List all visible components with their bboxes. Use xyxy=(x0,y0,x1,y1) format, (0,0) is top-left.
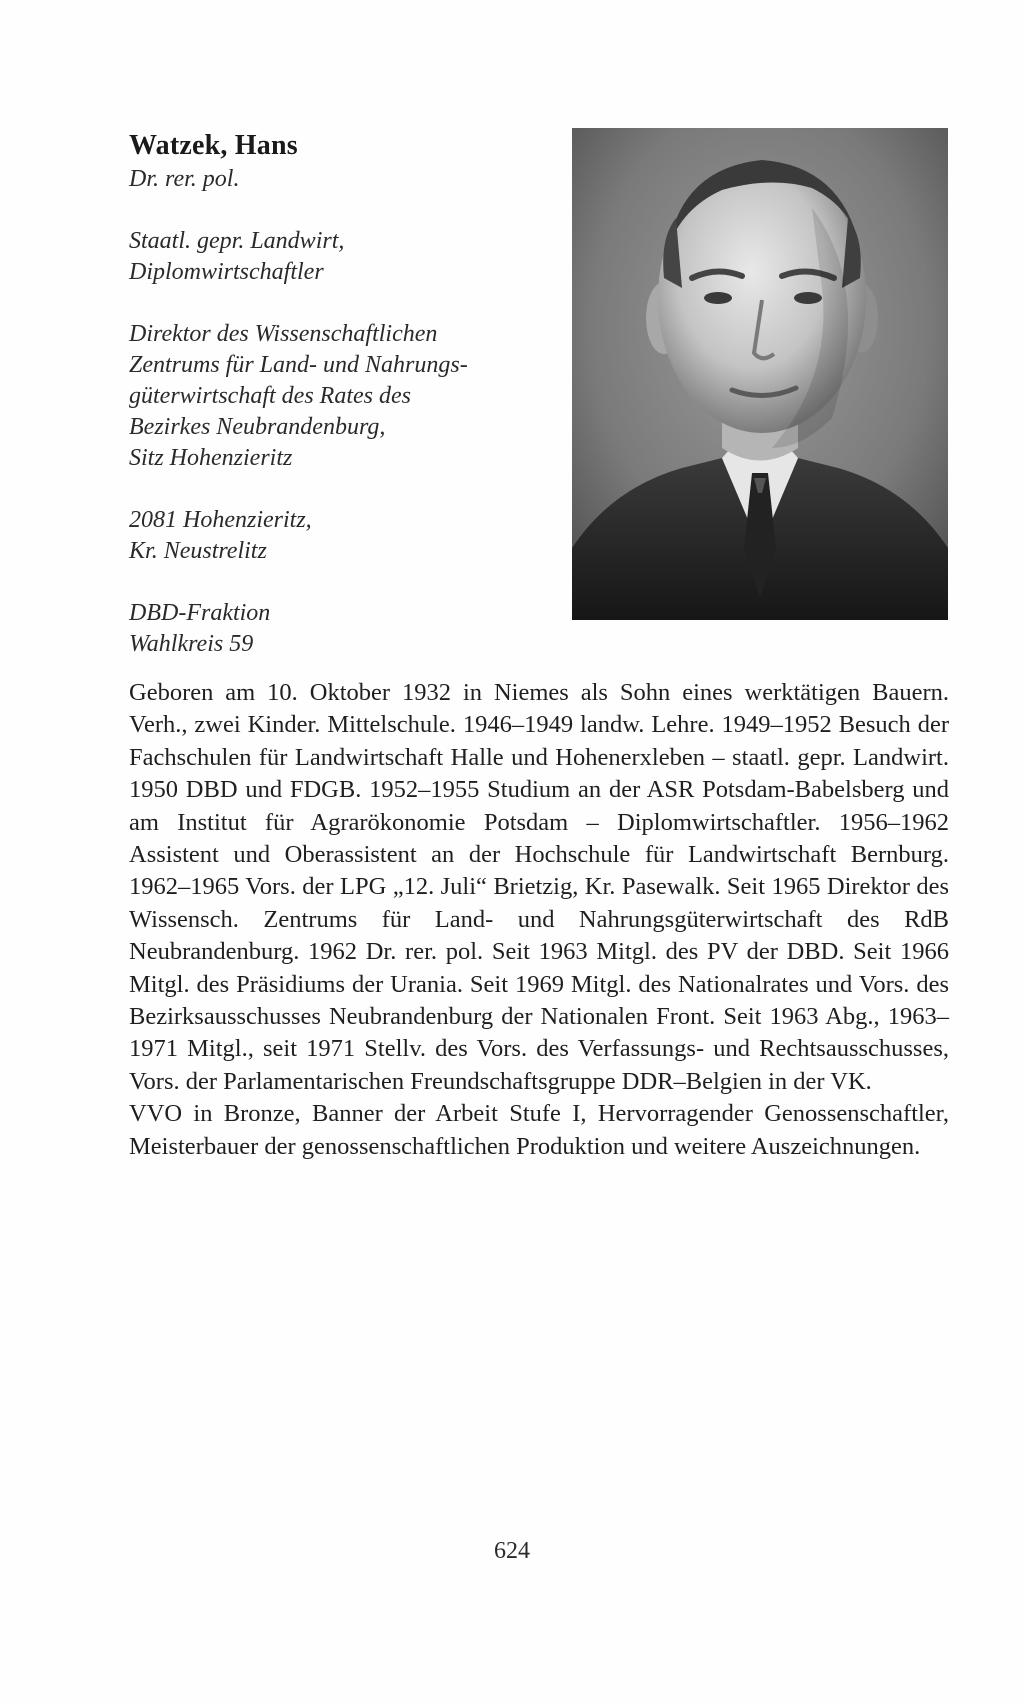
profession-line: Diplomwirtschaftler xyxy=(129,259,324,285)
position-line: Zentrums für Land- und Nahrungs- xyxy=(129,352,468,378)
faction-line: DBD-Fraktion xyxy=(129,600,271,626)
address-block xyxy=(129,505,559,567)
faction-block xyxy=(129,598,559,660)
academic-title: Dr. rer. pol. xyxy=(129,166,240,192)
entry-header xyxy=(129,128,559,660)
awards-paragraph: VVO in Bronze, Banner der Arbeit Stufe I, Hervorragender Genossenschaftler, Meisterbauer der genossenschaftlichen Produktion und weitere Auszeichnungen. xyxy=(129,1100,949,1160)
profession-line: Staatl. gepr. Landwirt, xyxy=(129,228,345,254)
profession-block xyxy=(129,226,559,288)
address-line: 2081 Hohenzieritz, xyxy=(129,507,312,533)
position-line: Bezirkes Neubrandenburg, xyxy=(129,414,386,440)
position-line: Sitz Hohenzieritz xyxy=(129,445,293,471)
biography-text xyxy=(129,677,949,1163)
constituency-line: Wahlkreis 59 xyxy=(129,631,254,657)
address-line: Kr. Neustrelitz xyxy=(129,538,267,564)
biography-paragraph: Geboren am 10. Oktober 1932 in Niemes als Sohn eines werktätigen Bauern. Verh., zwei Kinder. Mittelschule. 1946–1949 landw. Lehre. 1949–1952 Besuch der Fachschulen für Landwirtschaft Halle und Hohenerxleben – staatl. gepr. Landwirt. 1950 DBD und FDGB. 1952–1955 Studium an der ASR Potsdam-Babelsberg und am Institut für Agrarökonomie Potsdam – Diplomwirtschaftler. 1956–1962 Assistent und Oberassistent an der Hochschule für Landwirtschaft Bernburg. 1962–1965 Vors. der LPG „12. Juli“ Brietzig, Kr. Pasewalk. Seit 1965 Direktor des Wissensch. Zentrums für Land- und Nahrungsgüterwirtschaft des RdB Neubrandenburg. 1962 Dr. rer. pol. Seit 1963 Mitgl. des PV der DBD. Seit 1966 Mitgl. des Präsidiums der Urania. Seit 1969 Mitgl. des Nationalrates und Vors. des Bezirksausschusses Neubrandenburg der Nationalen Front. Seit 1963 Abg., 1963–1971 Mitgl., seit 1971 Stellv. des Vors. des Verfassungs- und Rechtsausschusses, Vors. der Parlamentarischen Freundschaftsgruppe DDR–Belgien in der VK. xyxy=(129,679,949,1095)
portrait-photo xyxy=(572,128,948,620)
position-line: Direktor des Wissenschaftlichen xyxy=(129,321,438,347)
position-block xyxy=(129,319,559,474)
position-line: güterwirtschaft des Rates des xyxy=(129,383,411,409)
page-number: 624 xyxy=(494,1538,530,1564)
person-name: Watzek, Hans xyxy=(129,130,298,161)
